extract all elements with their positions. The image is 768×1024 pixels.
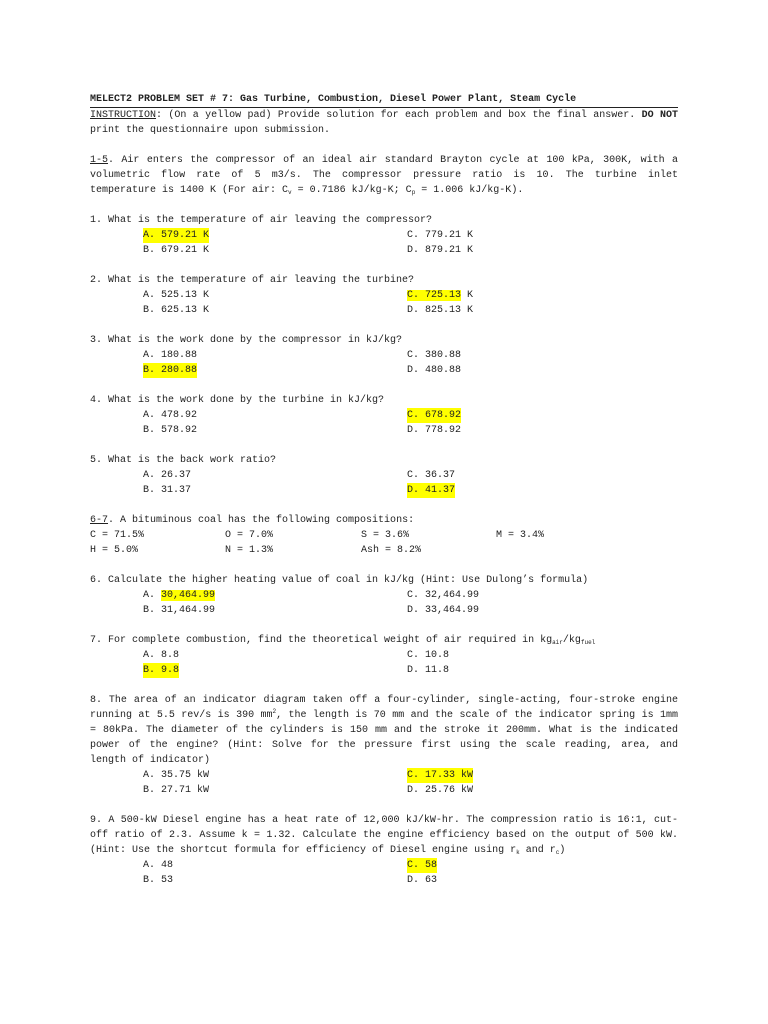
option-8b: B. 27.71 kW: [143, 785, 210, 796]
question-7-text: 7. For complete combustion, find the theoretical weight of air required in kg: [90, 635, 553, 646]
question-8: [90, 693, 678, 768]
option-8c: C. 17.33 kW: [407, 770, 474, 781]
question-4: 4. What is the work done by the turbine in kJ/kg?: [90, 395, 385, 406]
option-6a-letter: A.: [143, 590, 162, 601]
intro-1-5-text-c: = 1.006 kJ/kg-K).: [415, 185, 524, 196]
option-2a: A. 525.13 K: [143, 290, 210, 301]
option-6a-highlight: 30,464.99: [161, 590, 216, 601]
subscript-k: k: [516, 849, 520, 856]
option-4c: C. 678.92: [407, 410, 462, 421]
question-2-options: [90, 288, 678, 318]
instruction-label: INSTRUCTION: [90, 110, 157, 121]
option-6b: B. 31,464.99: [143, 605, 216, 616]
question-9-close: ): [559, 845, 566, 856]
do-not-text: DO NOT: [641, 110, 678, 121]
option-9d: D. 63: [407, 875, 438, 886]
option-6c: C. 32,464.99: [407, 590, 480, 601]
intro-6-7: [90, 513, 678, 528]
superscript-2: 2: [272, 708, 277, 715]
intro-1-5-text-a: . Air enters the compressor of an ideal air standard Brayton cycle at 100 kPa, 300K, with a volumetric flow rate of 5 m3/s. The compressor pressure ratio is 10. The turbine inlet temperature is 1400 K (For air: C: [90, 155, 678, 196]
option-7c: C. 10.8: [407, 650, 450, 661]
option-3a: A. 180.88: [143, 350, 198, 361]
subscript-c: c: [555, 849, 560, 856]
option-7a: A. 8.8: [143, 650, 180, 661]
document-title: MELECT2 PROBLEM SET # 7: Gas Turbine, Combustion, Diesel Power Plant, Steam Cycle: [90, 92, 678, 108]
question-8-text-a: 8. The area of an indicator diagram taken off a four-cylinder, single-acting, four-stroke engine running at 5.5 rev/s is 390 mm: [90, 695, 678, 721]
question-9-text: 9. A 500-kW Diesel engine has a heat rate of 12,000 kJ/kW-hr. The compression ratio is 16:1, cut-off ratio of 2.3. Assume k = 1.32. Calculate the engine efficiency based on the output of 500 kW. (Hint: Use the shortcut formula for efficiency of Diesel engine using r: [90, 815, 678, 856]
question-3: 3. What is the work done by the compressor in kJ/kg?: [90, 335, 403, 346]
question-7: [90, 633, 678, 648]
problem-range-6-7: 6-7: [90, 515, 109, 526]
option-1d: D. 879.21 K: [407, 245, 474, 256]
subscript-air: air: [552, 639, 563, 646]
option-1c: C. 779.21 K: [407, 230, 474, 241]
question-6: 6. Calculate the higher heating value of coal in kJ/kg (Hint: Use Dulong’s formula): [90, 575, 589, 586]
comp-s: S = 3.6%: [361, 530, 410, 541]
intro-1-5-text-b: = 0.7186 kJ/kg-K; C: [291, 185, 412, 196]
question-6-options: [90, 588, 678, 618]
question-5-options: [90, 468, 678, 498]
option-5c: C. 36.37: [407, 470, 456, 481]
option-9c: C. 58: [407, 860, 438, 871]
option-3c: C. 380.88: [407, 350, 462, 361]
question-8-options: [90, 768, 678, 798]
question-3-options: [90, 348, 678, 378]
option-1b: B. 679.21 K: [143, 245, 210, 256]
comp-ash: Ash = 8.2%: [361, 545, 422, 556]
option-8d: D. 25.76 kW: [407, 785, 474, 796]
option-6a: [143, 588, 215, 603]
instruction: [90, 108, 678, 138]
option-3d: D. 480.88: [407, 365, 462, 376]
option-4a: A. 478.92: [143, 410, 198, 421]
option-5b: B. 31.37: [143, 485, 192, 496]
question-9: [90, 813, 678, 858]
question-9-options: [90, 858, 678, 888]
option-7d: D. 11.8: [407, 665, 450, 676]
option-9a: A. 48: [143, 860, 174, 871]
instruction-text-b: print the questionnaire upon submission.: [90, 125, 331, 136]
question-9-and: and r: [519, 845, 556, 856]
question-7-slash: /kg: [562, 635, 581, 646]
comp-n: N = 1.3%: [225, 545, 274, 556]
problem-set-page: [90, 92, 678, 888]
option-2c-highlight: C. 725.13: [407, 290, 462, 301]
comp-h: H = 5.0%: [90, 545, 139, 556]
subscript-p: p: [411, 189, 416, 196]
option-9b: B. 53: [143, 875, 174, 886]
option-8a: A. 35.75 kW: [143, 770, 210, 781]
question-4-options: [90, 408, 678, 438]
option-7b: B. 9.8: [143, 665, 180, 676]
option-2b: B. 625.13 K: [143, 305, 210, 316]
question-1: 1. What is the temperature of air leaving the compressor?: [90, 215, 433, 226]
subscript-fuel: fuel: [580, 639, 596, 646]
option-2c-unit: K: [461, 290, 474, 301]
comp-c: C = 71.5%: [90, 530, 145, 541]
question-7-options: [90, 648, 678, 678]
question-2: 2. What is the temperature of air leaving the turbine?: [90, 275, 415, 286]
coal-composition: [90, 528, 678, 558]
question-8-text-b: , the length is 70 mm and the scale of the indicator spring is 1mm = 80kPa. The diameter of the cylinders is 150 mm and the stroke it 200mm. What is the indicated power of the engine? (Hint: Solve for the pressure first using the scale reading, area, and length of indicator): [90, 710, 678, 766]
instruction-text-a: : (On a yellow pad) Provide solution for each problem and box the final answer.: [156, 110, 642, 121]
option-2c: [407, 288, 473, 303]
option-1a: A. 579.21 K: [143, 230, 210, 241]
option-4b: B. 578.92: [143, 425, 198, 436]
option-3b: B. 280.88: [143, 365, 198, 376]
option-5d: D. 41.37: [407, 485, 456, 496]
question-1-options: [90, 228, 678, 258]
option-2d: D. 825.13 K: [407, 305, 474, 316]
subscript-v: v: [288, 189, 292, 196]
problem-range-1-5: 1-5: [90, 155, 109, 166]
intro-1-5: [90, 153, 678, 198]
option-4d: D. 778.92: [407, 425, 462, 436]
comp-o: O = 7.0%: [225, 530, 274, 541]
option-5a: A. 26.37: [143, 470, 192, 481]
question-5: 5. What is the back work ratio?: [90, 455, 277, 466]
intro-6-7-text: . A bituminous coal has the following compositions:: [108, 515, 415, 526]
option-6d: D. 33,464.99: [407, 605, 480, 616]
comp-m: M = 3.4%: [496, 530, 545, 541]
